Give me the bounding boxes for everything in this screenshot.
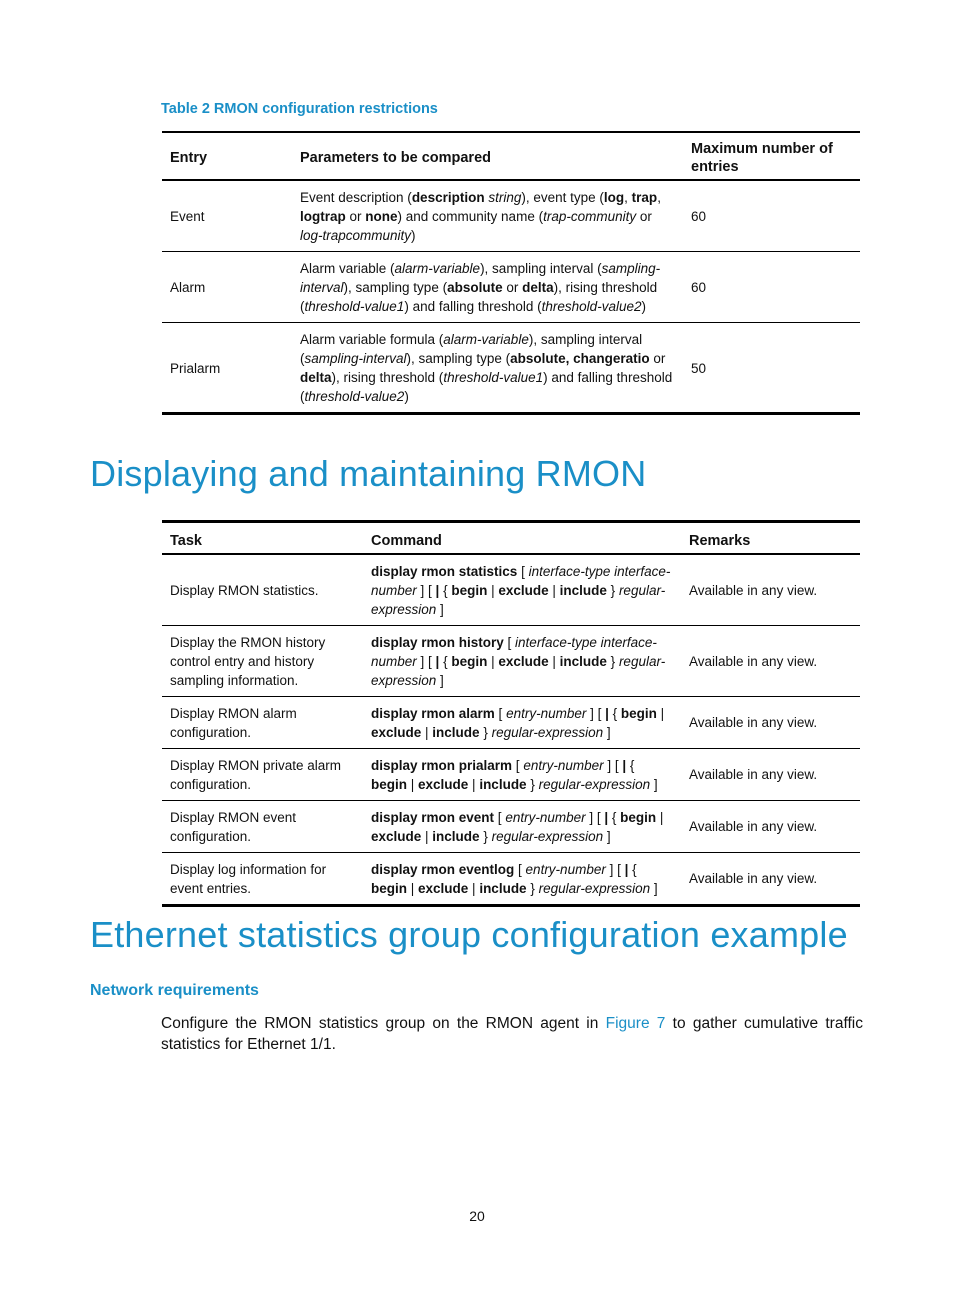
paragraph-text-end: to gather cumulative traffic statistics for Ethernet 1/1. bbox=[161, 1015, 863, 1053]
cell-parameters: Alarm variable (alarm-variable), sampling interval (sampling-interval), sampling type (absolute or delta), rising threshold (threshold-value1) and falling threshold (threshold-value2) bbox=[292, 252, 683, 323]
page-number: 20 bbox=[469, 1208, 485, 1224]
cell-remarks: Available in any view. bbox=[681, 696, 860, 748]
requirements-paragraph bbox=[161, 1013, 863, 1055]
cell-command: display rmon eventlog [ entry-number ] [ | { begin | exclude | include } regular-expression ] bbox=[363, 852, 681, 905]
cell-command: display rmon history [ interface-type interface-number ] [ | { begin | exclude | include } regular-expression ] bbox=[363, 625, 681, 696]
cell-task: Display log information for event entries. bbox=[162, 852, 363, 905]
header-entry: Entry bbox=[162, 132, 292, 180]
cell-command: display rmon prialarm [ entry-number ] [ | { begin | exclude | include } regular-expression ] bbox=[363, 748, 681, 800]
table-row bbox=[162, 696, 860, 748]
figure-7-link[interactable]: Figure 7 bbox=[605, 1015, 666, 1032]
table-row bbox=[162, 852, 860, 905]
cell-task: Display the RMON history control entry and history sampling information. bbox=[162, 625, 363, 696]
cell-remarks: Available in any view. bbox=[681, 800, 860, 852]
section-title-displaying: Displaying and maintaining RMON bbox=[90, 453, 647, 494]
cell-task: Display RMON statistics. bbox=[170, 582, 319, 598]
cell-entry: Event bbox=[170, 209, 205, 224]
table-row bbox=[162, 800, 860, 852]
header-remarks: Remarks bbox=[681, 522, 860, 554]
header-command: Command bbox=[363, 522, 681, 554]
section-title-ethernet-example: Ethernet statistics group configuration example bbox=[90, 914, 848, 955]
header-max-entries: Maximum number of entries bbox=[683, 132, 860, 180]
cell-remarks: Available in any view. bbox=[681, 625, 860, 696]
table-row bbox=[162, 554, 860, 626]
cell-remarks: Available in any view. bbox=[681, 852, 860, 905]
cell-remarks: Available in any view. bbox=[681, 748, 860, 800]
cell-task: Display RMON private alarm configuration. bbox=[162, 748, 363, 800]
table-row bbox=[162, 748, 860, 800]
cell-entry: Alarm bbox=[162, 252, 292, 323]
table-header-row bbox=[162, 132, 860, 180]
cell-task: Display RMON event configuration. bbox=[162, 800, 363, 852]
cell-parameters: Event description (description string), event type (log, trap, logtrap or none) and community name (trap-community or log-trapcommunity) bbox=[300, 190, 661, 243]
rmon-restrictions-table bbox=[162, 131, 860, 415]
header-task: Task bbox=[162, 522, 363, 554]
cell-parameters: Alarm variable formula (alarm-variable), sampling interval (sampling-interval), sampling type (absolute, changeratio or delta), rising threshold (threshold-value1) and falling threshold (threshold-value2) bbox=[292, 323, 683, 414]
table-header-row bbox=[162, 522, 860, 554]
cell-max-entries: 50 bbox=[683, 323, 860, 414]
cell-remarks: Available in any view. bbox=[689, 582, 818, 598]
table-row bbox=[162, 323, 860, 414]
header-parameters: Parameters to be compared bbox=[292, 132, 683, 180]
cell-max-entries: 60 bbox=[691, 209, 707, 224]
cell-command: display rmon alarm [ entry-number ] [ | { begin | exclude | include } regular-expression ] bbox=[363, 696, 681, 748]
table-caption: Table 2 RMON configuration restrictions bbox=[161, 101, 438, 117]
table-row bbox=[162, 625, 860, 696]
cell-max-entries: 60 bbox=[683, 252, 860, 323]
table-row bbox=[162, 180, 860, 252]
cell-task: Display RMON alarm configuration. bbox=[162, 696, 363, 748]
rmon-display-commands-table bbox=[162, 520, 860, 907]
paragraph-text-start: Configure the RMON statistics group on the RMON agent in bbox=[161, 1015, 606, 1032]
cell-command: display rmon event [ entry-number ] [ | { begin | exclude | include } regular-expression ] bbox=[363, 800, 681, 852]
subsection-title-network-requirements: Network requirements bbox=[90, 982, 259, 999]
table-row bbox=[162, 252, 860, 323]
cell-entry: Prialarm bbox=[162, 323, 292, 414]
cell-command: display rmon statistics [ interface-type interface-number ] [ | { begin | exclude | include } regular-expression ] bbox=[371, 563, 671, 617]
